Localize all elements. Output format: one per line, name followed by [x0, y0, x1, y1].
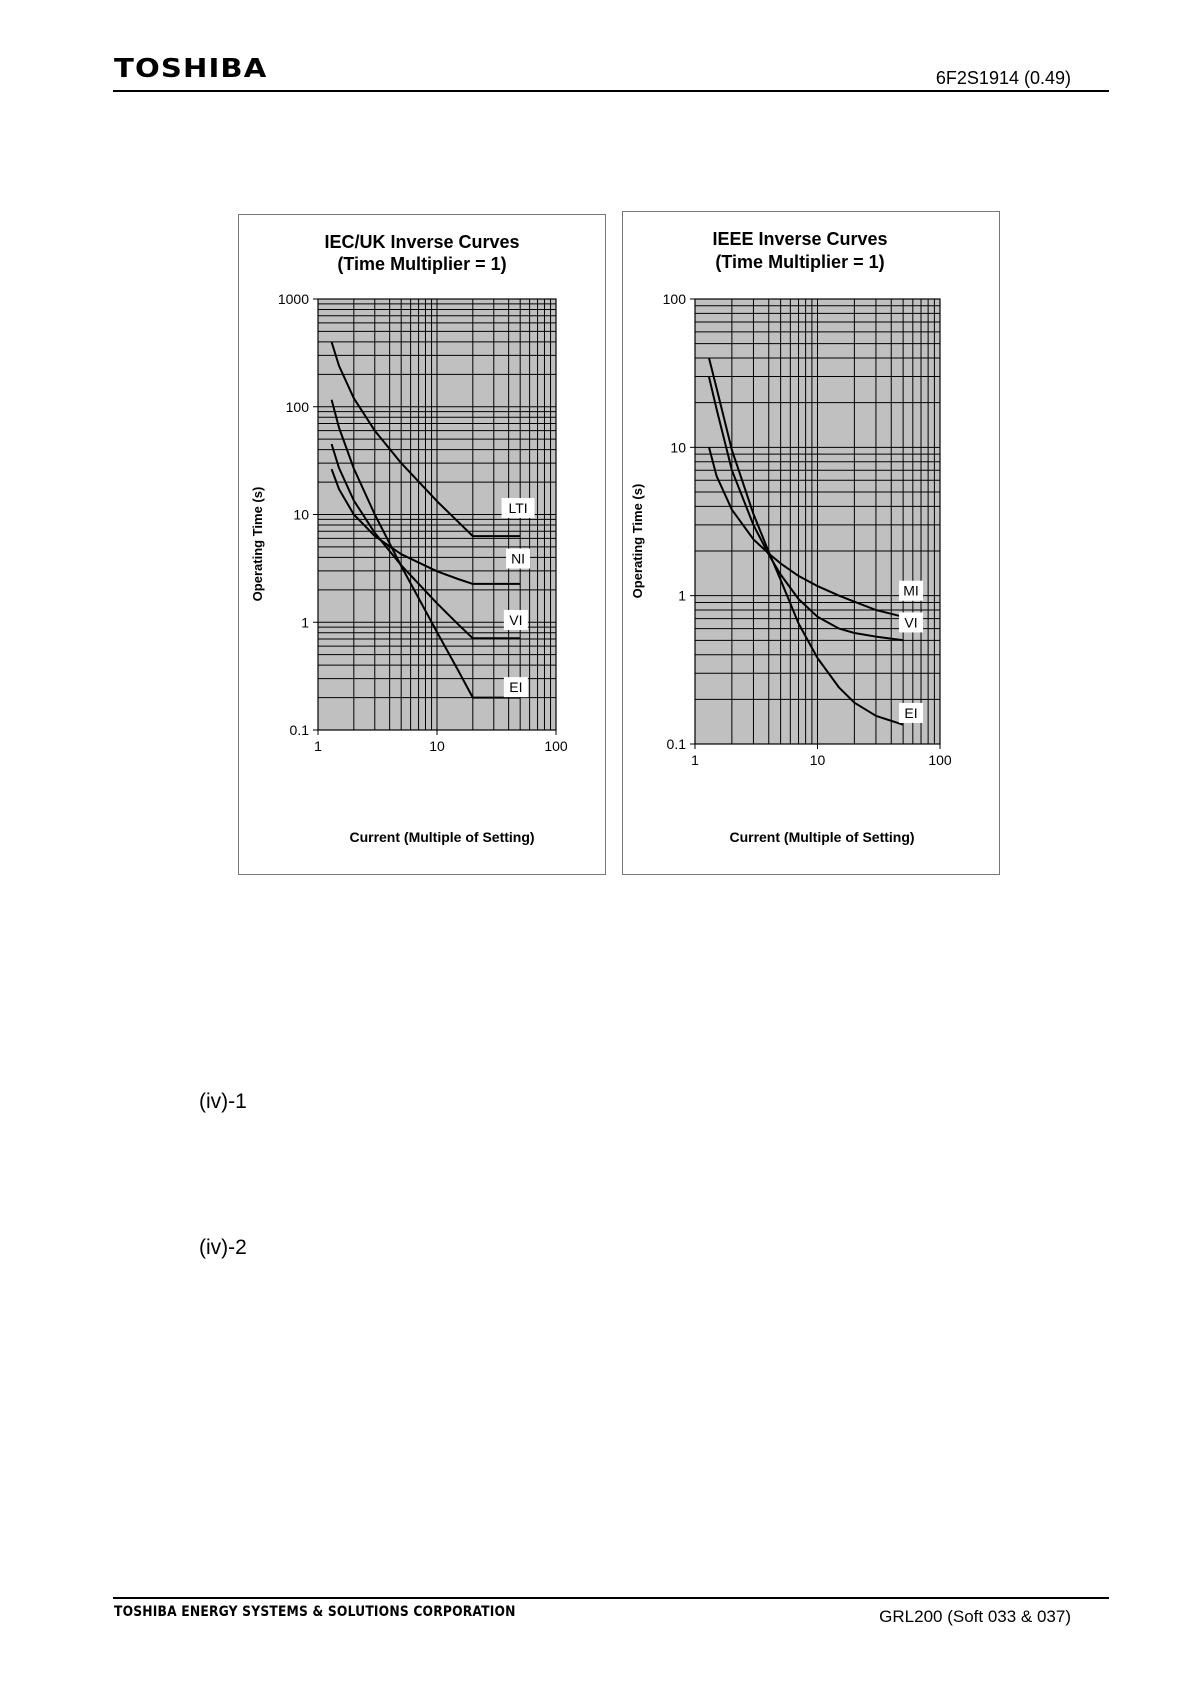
- y-tick-label: 1: [678, 587, 686, 604]
- iec-chart-panel: [238, 214, 606, 875]
- y-tick-label: 1: [301, 614, 309, 631]
- y-tick-label: 1000: [277, 291, 309, 307]
- y-tick-label: 100: [662, 291, 686, 307]
- series-label-mi: MI: [903, 582, 919, 599]
- y-tick-label: 0.1: [289, 722, 309, 738]
- y-axis-label: Operating Time (s): [630, 483, 645, 599]
- y-tick-label: 10: [293, 506, 309, 523]
- chart-subtitle: (Time Multiplier = 1): [337, 254, 507, 274]
- x-tick-label: 1: [691, 752, 699, 768]
- ieee-chart-panel: [622, 211, 1000, 875]
- x-tick-label: 10: [809, 752, 826, 768]
- x-tick-label: 10: [429, 738, 445, 754]
- y-tick-label: 0.1: [666, 736, 686, 752]
- series-label-ni: NI: [511, 550, 526, 567]
- plot-area: [663, 291, 952, 768]
- paragraph-label-iv-1: (iv)-1: [199, 1090, 247, 1113]
- footer-company: TOSHIBA ENERGY SYSTEMS & SOLUTIONS CORPORATION: [114, 1604, 516, 1620]
- series-label-ei: EI: [904, 704, 918, 721]
- y-tick-label: 100: [285, 398, 309, 415]
- paragraph-label-iv-2: (iv)-2: [199, 1236, 247, 1259]
- chart-title: IEC/UK Inverse Curves: [324, 232, 520, 252]
- footer-rule: [113, 1597, 1109, 1599]
- x-tick-label: 1: [314, 738, 322, 754]
- chart-subtitle: (Time Multiplier = 1): [715, 252, 885, 272]
- x-tick-label: 100: [544, 738, 568, 754]
- x-axis-label: Current (Multiple of Setting): [349, 829, 535, 845]
- document-number: 6F2S1914 (0.49): [935, 68, 1071, 88]
- series-label-vi: VI: [509, 611, 523, 628]
- ieee-chart: [622, 211, 1000, 875]
- series-label-lti: LTI: [508, 499, 528, 516]
- plot-area: [278, 291, 568, 754]
- chart-title: IEEE Inverse Curves: [712, 229, 888, 249]
- iec-chart: [238, 214, 606, 875]
- series-label-ei: EI: [509, 679, 523, 696]
- footer-product: GRL200 (Soft 033 & 037): [879, 1607, 1071, 1626]
- company-logo: TOSHIBA: [114, 54, 268, 84]
- header-rule: [113, 90, 1109, 92]
- x-axis-label: Current (Multiple of Setting): [729, 829, 915, 845]
- x-tick-label: 100: [928, 752, 952, 768]
- series-label-vi: VI: [904, 614, 918, 631]
- y-axis-label: Operating Time (s): [250, 486, 265, 602]
- y-tick-label: 10: [670, 439, 686, 456]
